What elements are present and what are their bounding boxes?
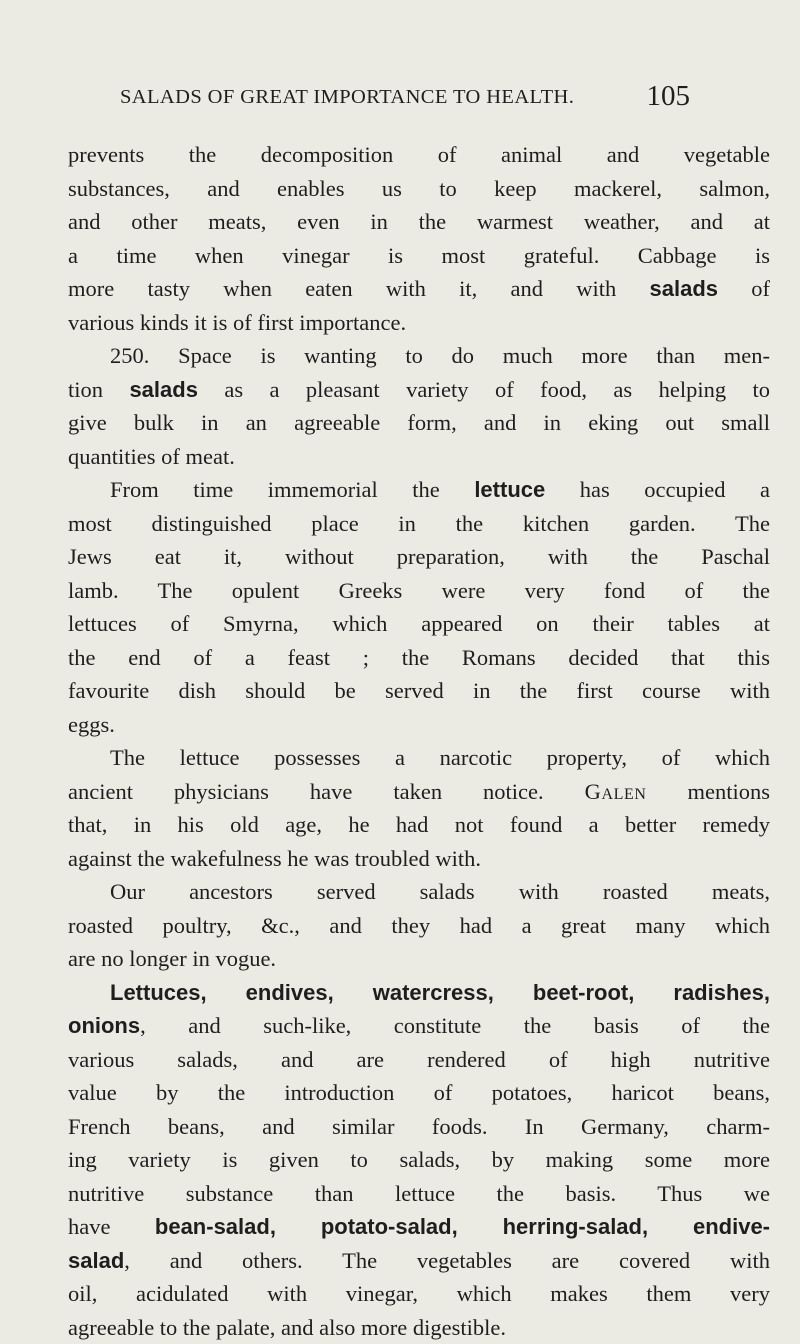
text-segment: various salads, and are rendered of high nutritive bbox=[68, 1047, 770, 1072]
text-line bbox=[68, 473, 770, 507]
text-line bbox=[68, 875, 770, 909]
text-segment: give bulk in an agreeable form, and in eking out small bbox=[68, 410, 770, 435]
text-segment: The lettuce possesses a narcotic property, of which bbox=[110, 745, 770, 770]
text-line bbox=[68, 641, 770, 675]
text-segment: of bbox=[718, 276, 770, 301]
text-line bbox=[68, 507, 770, 541]
text-segment: value by the introduction of potatoes, haricot beans, bbox=[68, 1080, 770, 1105]
text-segment: quantities of meat. bbox=[68, 444, 235, 469]
text-line bbox=[68, 172, 770, 206]
text-segment: are no longer in vogue. bbox=[68, 946, 276, 971]
emphasized-term: lettuce bbox=[474, 477, 545, 502]
text-line bbox=[68, 1043, 770, 1077]
text-line bbox=[68, 842, 770, 876]
text-line bbox=[68, 205, 770, 239]
text-segment: has occupied a bbox=[545, 477, 770, 502]
text-line bbox=[68, 1277, 770, 1311]
text-segment: most distinguished place in the kitchen garden. The bbox=[68, 511, 770, 536]
text-segment: tion bbox=[68, 377, 129, 402]
text-segment: eggs. bbox=[68, 712, 115, 737]
emphasized-term: salads bbox=[650, 276, 719, 301]
text-segment: more tasty when eaten with it, and with bbox=[68, 276, 650, 301]
text-segment: substances, and enables us to keep mackerel, salmon, bbox=[68, 176, 770, 201]
text-segment: , and such-like, constitute the basis of the bbox=[140, 1013, 770, 1038]
text-segment: From time immemorial the bbox=[110, 477, 474, 502]
text-line bbox=[68, 1177, 770, 1211]
text-line bbox=[68, 239, 770, 273]
text-line bbox=[68, 1009, 770, 1043]
text-segment: have bbox=[68, 1214, 155, 1239]
text-segment: various kinds it is of first importance. bbox=[68, 310, 406, 335]
text-line bbox=[68, 1244, 770, 1278]
text-segment: oil, acidulated with vinegar, which makes them very bbox=[68, 1281, 770, 1306]
text-line bbox=[68, 1076, 770, 1110]
text-segment: against the wakefulness he was troubled with. bbox=[68, 846, 481, 871]
text-line bbox=[68, 607, 770, 641]
text-segment: Our ancestors served salads with roasted meats, bbox=[110, 879, 770, 904]
text-line bbox=[68, 306, 770, 340]
small-caps-name: Galen bbox=[585, 779, 647, 804]
text-line bbox=[68, 1210, 770, 1244]
text-segment: lettuces of Smyrna, which appeared on their tables at bbox=[68, 611, 770, 636]
running-title: SALADS OF GREAT IMPORTANCE TO HEALTH. bbox=[120, 86, 574, 109]
text-segment: agreeable to the palate, and also more digestible. bbox=[68, 1315, 506, 1340]
text-line bbox=[68, 1110, 770, 1144]
text-segment: favourite dish should be served in the first course with bbox=[68, 678, 770, 703]
text-line bbox=[68, 976, 770, 1010]
text-line bbox=[68, 909, 770, 943]
text-segment: a time when vinegar is most grateful. Cabbage is bbox=[68, 243, 770, 268]
text-line bbox=[68, 272, 770, 306]
text-segment: as a pleasant variety of food, as helping to bbox=[198, 377, 770, 402]
emphasized-term: bean-salad, potato-salad, herring-salad, endive- bbox=[155, 1214, 770, 1239]
running-head bbox=[120, 80, 690, 116]
text-line bbox=[68, 741, 770, 775]
text-segment: nutritive substance than lettuce the basis. Thus we bbox=[68, 1181, 770, 1206]
text-segment: roasted poultry, &c., and they had a great many which bbox=[68, 913, 770, 938]
text-line bbox=[68, 1143, 770, 1177]
text-segment: ancient physicians have taken notice. bbox=[68, 779, 585, 804]
text-line bbox=[68, 674, 770, 708]
emphasized-term: salads bbox=[129, 377, 198, 402]
emphasized-term: onions bbox=[68, 1013, 140, 1038]
text-line bbox=[68, 373, 770, 407]
emphasized-term: Lettuces, endives, watercress, beet-root, radishes, bbox=[110, 980, 770, 1005]
emphasized-term: salad bbox=[68, 1248, 124, 1273]
text-line bbox=[68, 339, 770, 373]
page-number: 105 bbox=[647, 80, 691, 113]
text-segment: prevents the decomposition of animal and vegetable bbox=[68, 142, 770, 167]
text-segment: lamb. The opulent Greeks were very fond of the bbox=[68, 578, 770, 603]
text-line bbox=[68, 775, 770, 809]
text-segment: 250. Space is wanting to do much more than men- bbox=[110, 343, 770, 368]
text-line bbox=[68, 138, 770, 172]
text-line bbox=[68, 406, 770, 440]
text-line bbox=[68, 440, 770, 474]
text-segment: Jews eat it, without preparation, with the Paschal bbox=[68, 544, 770, 569]
text-line bbox=[68, 1311, 770, 1344]
text-segment: , and others. The vegetables are covered with bbox=[124, 1248, 770, 1273]
text-segment: ing variety is given to salads, by making some more bbox=[68, 1147, 770, 1172]
text-line bbox=[68, 942, 770, 976]
text-line bbox=[68, 808, 770, 842]
text-segment: that, in his old age, he had not found a better remedy bbox=[68, 812, 770, 837]
text-line bbox=[68, 574, 770, 608]
text-line bbox=[68, 540, 770, 574]
text-segment: and other meats, even in the warmest weather, and at bbox=[68, 209, 770, 234]
text-segment: the end of a feast ; the Romans decided that this bbox=[68, 645, 770, 670]
text-segment: French beans, and similar foods. In Germany, charm- bbox=[68, 1114, 770, 1139]
body-text bbox=[68, 138, 770, 1344]
text-segment: mentions bbox=[647, 779, 770, 804]
text-line bbox=[68, 708, 770, 742]
